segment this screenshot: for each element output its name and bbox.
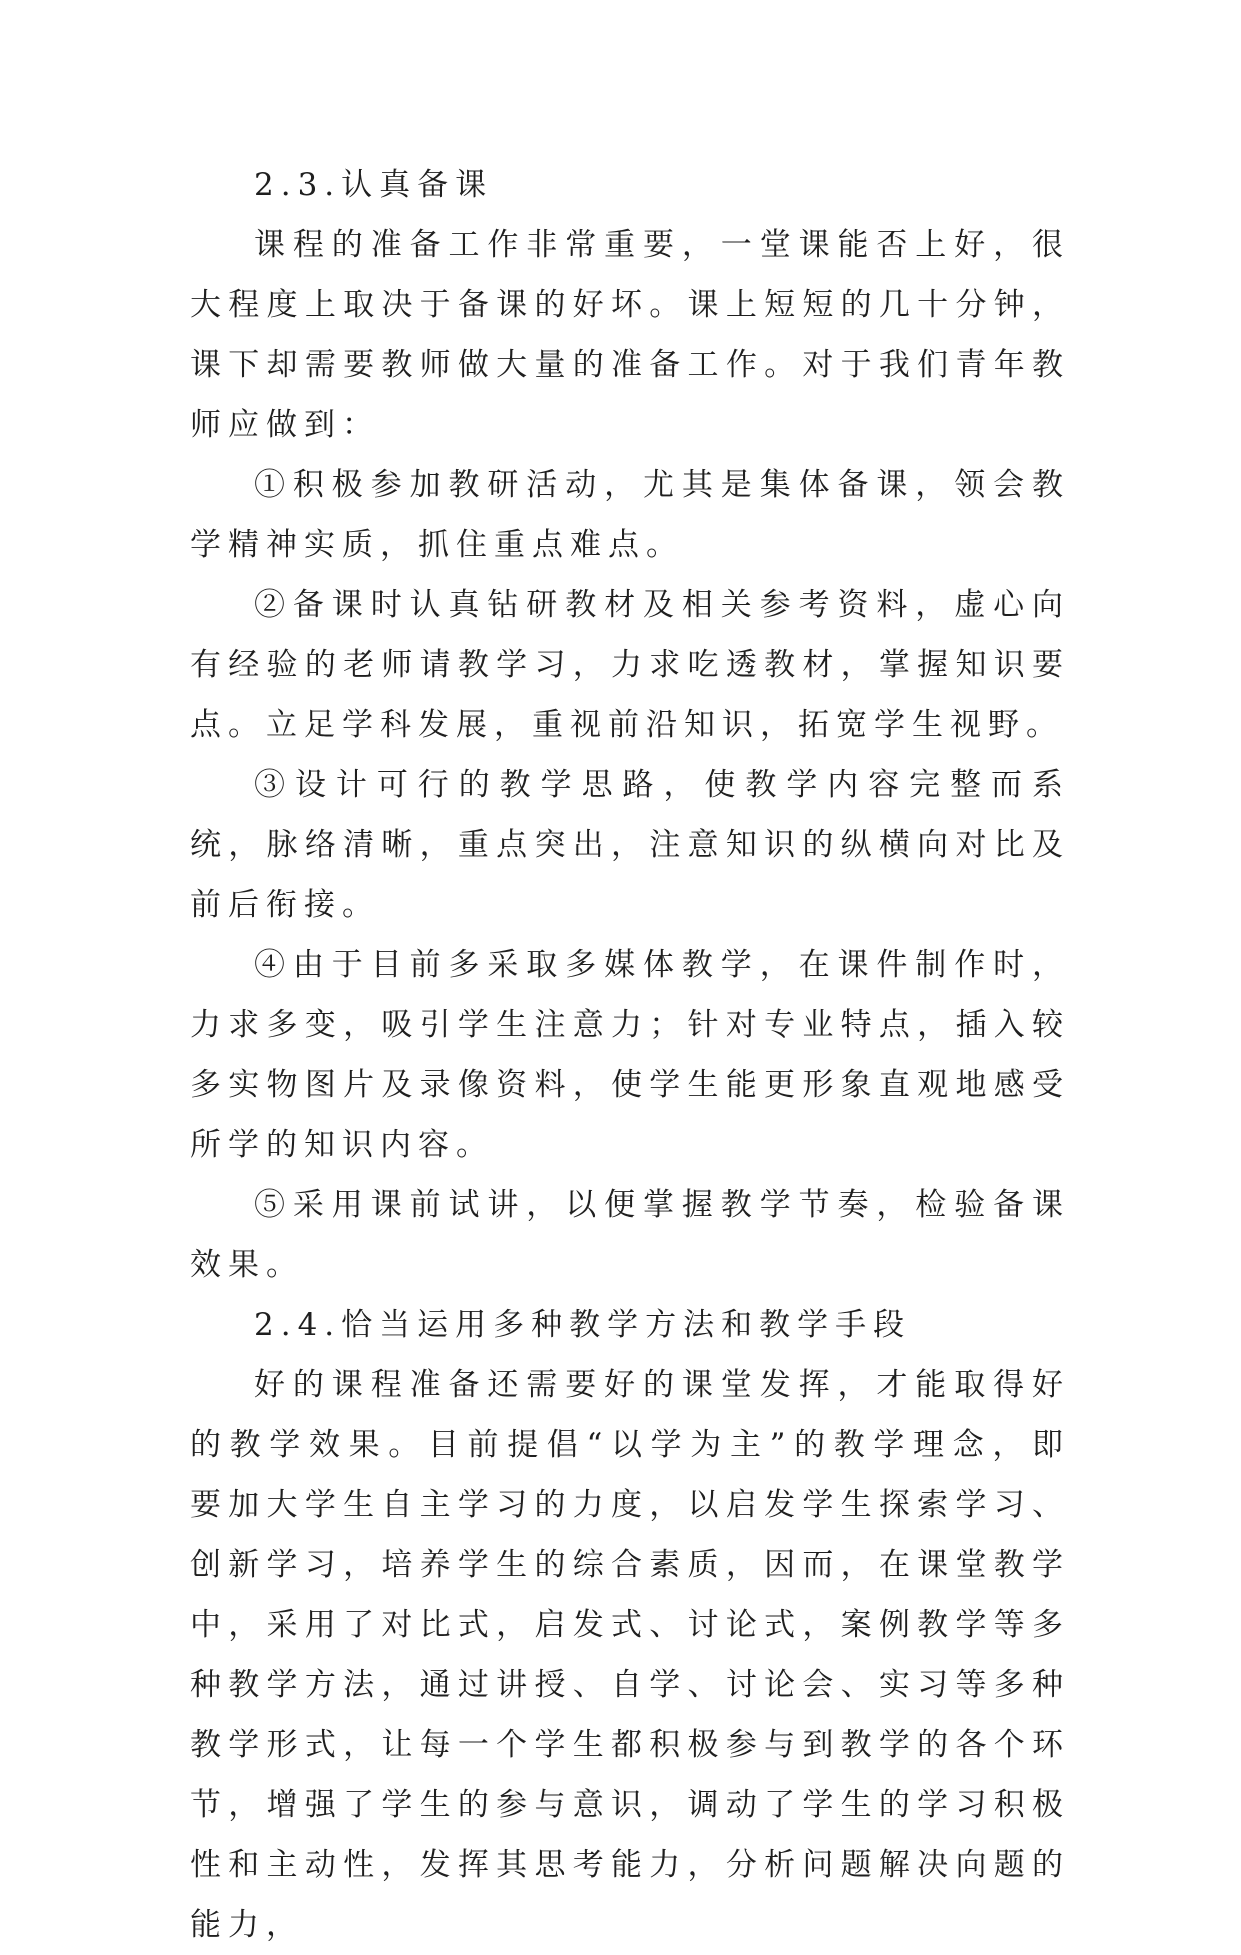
paragraph-teaching-methods: 好的课程准备还需要好的课堂发挥，才能取得好的教学效果。目前提倡“以学为主”的教学理念，即要加大学生自主学习的力度，以启发学生探索学习、创新学习，培养学生的综合素质，因而，在课堂教学中，采用了对比式，启发式、讨论式，案例教学等多种教学方法，通过讲授、自学、讨论会、实习等多种教学形式，让每一个学生都积极参与到教学的各个环节，增强了学生的参与意识，调动了学生的学习积极性和主动性，发挥其思考能力，分析问题解决向题的能力， — [190, 1367, 1070, 1943]
list-item-2: ②备课时认真钻研教材及相关参考资料，虚心向有经验的老师请教学习，力求吃透教材，掌握知识要点。立足学科发展，重视前沿知识，拓宽学生视野。 — [190, 587, 1070, 743]
section-heading-2-4: 2.4.恰当运用多种教学方法和教学手段 — [254, 1307, 912, 1343]
list-item-3: ③设计可行的教学思路，使教学内容完整而系统，脉络清晰，重点突出，注意知识的纵横向对比及前后衔接。 — [190, 767, 1070, 923]
list-item-1: ①积极参加教研活动，尤其是集体备课，领会教学精神实质，抓住重点难点。 — [190, 467, 1070, 563]
document-body — [190, 155, 1070, 1955]
paragraph-lesson-preparation-intro: 课程的准备工作非常重要，一堂课能否上好，很大程度上取决于备课的好坏。课上短短的几十分钟，课下却需要教师做大量的准备工作。对于我们青年教师应做到： — [190, 227, 1070, 443]
section-heading-2-3: 2.3.认真备课 — [254, 167, 494, 203]
list-item-4: ④由于目前多采取多媒体教学，在课件制作时，力求多变，吸引学生注意力；针对专业特点，插入较多实物图片及录像资料，使学生能更形象直观地感受所学的知识内容。 — [190, 947, 1070, 1163]
list-item-5: ⑤采用课前试讲，以便掌握教学节奏，检验备课效果。 — [190, 1187, 1070, 1283]
